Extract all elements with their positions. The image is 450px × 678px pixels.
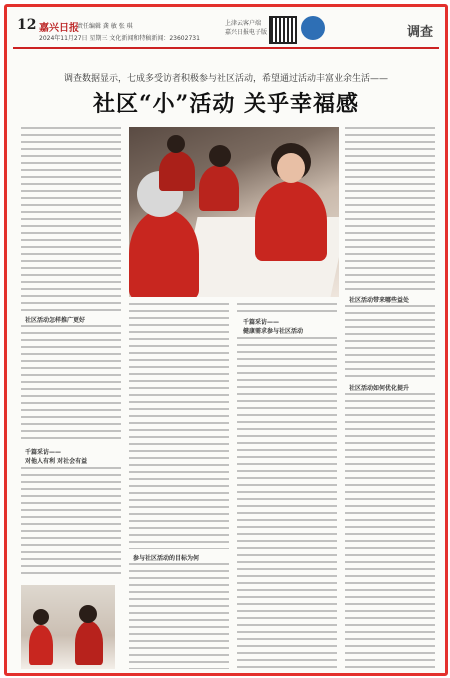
- body-column-2a: [129, 303, 229, 549]
- page-number: 12: [17, 17, 37, 33]
- body-column-1c: [21, 467, 121, 579]
- editor-line: 责任编辑 龚 敏 张 琪: [77, 23, 133, 30]
- subhead-interview-1: 千篇采访——: [25, 449, 62, 456]
- app-logo-icon: [301, 16, 325, 40]
- photo-person-elder: [129, 209, 199, 297]
- newspaper-page: [4, 4, 448, 676]
- paper-logo: 嘉兴日报: [39, 23, 79, 34]
- client-line-2: 嘉兴日报电子版: [225, 29, 268, 36]
- subhead-benefits: 社区活动带来哪些益处: [349, 297, 410, 304]
- client-line-1: 上津云客户端: [225, 20, 262, 27]
- subhead-optimize: 社区活动如何优化提升: [349, 385, 410, 392]
- body-column-1a: [21, 127, 121, 313]
- date-line: 2024年11月27日 星期三 文化新闻和特稿新闻：23602731: [39, 35, 200, 42]
- body-column-1b: [21, 325, 121, 443]
- activity-photo-main: [129, 127, 339, 297]
- section-label: 调查: [406, 25, 433, 40]
- body-column-2b: [129, 563, 229, 669]
- photo-person-girl: [255, 181, 327, 261]
- body-column-3a: [237, 303, 337, 313]
- subhead-promotion: 社区活动怎样推广更好: [25, 317, 86, 324]
- client-info: [225, 19, 267, 37]
- activity-photo-small: [21, 585, 115, 669]
- subhead-health: 健康需求参与社区活动: [243, 328, 304, 335]
- masthead: [13, 13, 439, 49]
- subhead-benefit: 对他人有利 对社会有益: [25, 458, 88, 465]
- article-headline: 社区“小”活动 关乎幸福感: [93, 91, 359, 117]
- body-column-3b: [237, 337, 337, 669]
- body-column-4a: [345, 127, 435, 291]
- body-column-4c: [345, 393, 435, 669]
- article-kicker: 调查数据显示，七成多受访者积极参与社区活动，希望通过活动丰富业余生活——: [63, 74, 388, 84]
- subhead-interview-2: 千篇采访——: [243, 319, 280, 326]
- subhead-goals: 参与社区活动的目标为何: [133, 555, 200, 562]
- body-column-4b: [345, 305, 435, 381]
- qr-code: [269, 16, 297, 44]
